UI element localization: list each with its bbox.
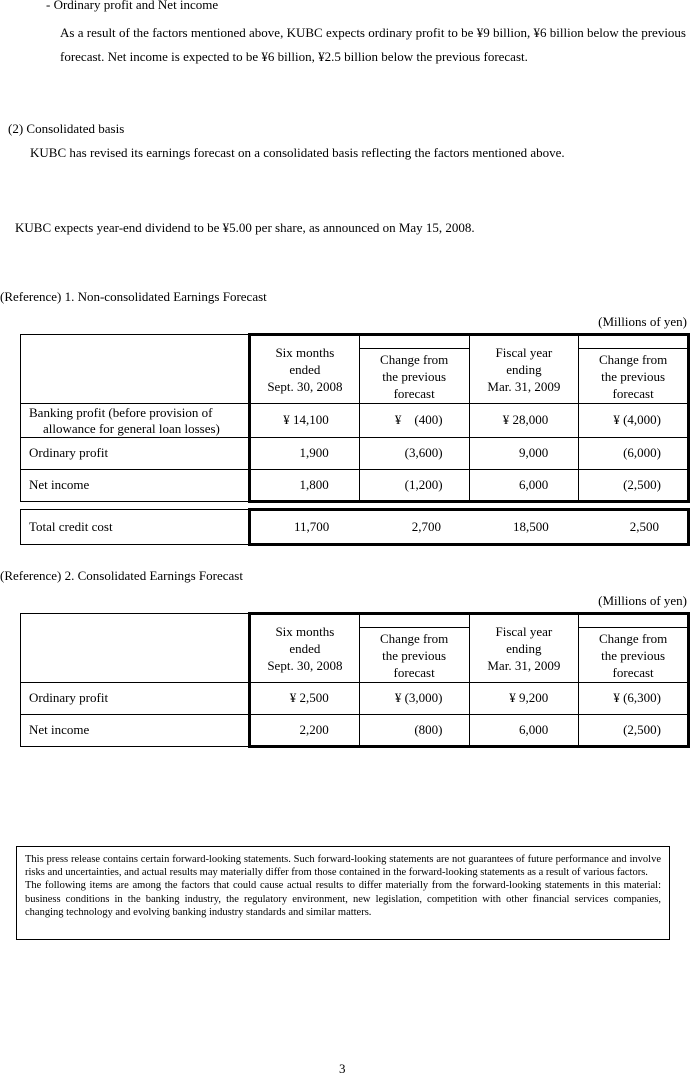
table1-cell: 6,000 <box>469 470 579 502</box>
row-label-net-income: Net income <box>21 470 250 502</box>
table2-header-fiscal-year: Fiscal year ending Mar. 31, 2009 <box>469 614 579 683</box>
table1-header-fiscal-year: Fiscal year ending Mar. 31, 2009 <box>469 335 579 404</box>
table1-cell: (2,500) <box>579 470 689 502</box>
table2-title: (Reference) 2. Consolidated Earnings Forecast <box>0 568 243 583</box>
table1-title: (Reference) 1. Non-consolidated Earnings Forecast <box>0 289 267 304</box>
table-row <box>21 438 689 470</box>
table2-empty-header <box>21 614 250 683</box>
consolidated-forecast-table <box>20 612 690 748</box>
table1-header-spacer-1 <box>359 335 469 349</box>
table1-header-change-1: Change from the previous forecast <box>359 349 469 404</box>
dividend-paragraph: KUBC expects year-end dividend to be ¥5.00 per share, as announced on May 15, 2008. <box>15 220 475 235</box>
table2-cell: (2,500) <box>579 715 689 747</box>
table1-header-six-months: Six months ended Sept. 30, 2008 <box>250 335 360 404</box>
table1-cell: ¥ 14,100 <box>250 404 360 438</box>
consolidated-basis-heading: (2) Consolidated basis <box>8 121 125 136</box>
ordinary-profit-paragraph: As a result of the factors mentioned above, KUBC expects ordinary profit to be ¥9 billion, ¥6 billion below the previous forecast. Net income is expected to be ¥6 billion, ¥2.5 billion below the previous forecast. <box>60 25 686 64</box>
table2-cell: (800) <box>359 715 469 747</box>
table1-cell: ¥ (4,000) <box>579 404 689 438</box>
table1-cell: ¥ (400) <box>359 404 469 438</box>
table-row <box>21 404 689 438</box>
table1-header-spacer-2 <box>579 335 689 349</box>
row-label-banking-profit: Banking profit (before provision of allowance for general loan losses) <box>21 404 250 438</box>
row-label-net-income: Net income <box>21 715 250 747</box>
credit-cell: 18,500 <box>469 510 579 545</box>
table2-header-change-1: Change from the previous forecast <box>359 628 469 683</box>
row-label-total-credit-cost: Total credit cost <box>21 510 250 545</box>
table2-cell: 2,200 <box>250 715 360 747</box>
table2-header-spacer-2 <box>579 614 689 628</box>
table-row <box>21 510 689 545</box>
table2-cell: ¥ (3,000) <box>359 683 469 715</box>
non-consolidated-forecast-table <box>20 333 690 503</box>
row-label-ordinary-profit: Ordinary profit <box>21 683 250 715</box>
table2-cell: ¥ 9,200 <box>469 683 579 715</box>
credit-cost-table <box>20 508 690 546</box>
table2-units: (Millions of yen) <box>598 593 687 608</box>
disclaimer-paragraph-1: This press release contains certain forward-looking statements. Such forward-looking statements are not guarantees of future performance and involve risks and uncertainties, and actual results may materially differ from those contained in the forward-looking statements as a result of various factors. <box>25 854 661 879</box>
disclaimer-box <box>16 846 670 940</box>
credit-cell: 2,500 <box>579 510 689 545</box>
table2-header-six-months: Six months ended Sept. 30, 2008 <box>250 614 360 683</box>
table1-cell: (3,600) <box>359 438 469 470</box>
table1-cell: 1,900 <box>250 438 360 470</box>
table1-cell: ¥ 28,000 <box>469 404 579 438</box>
table-row <box>21 715 689 747</box>
row-label-ordinary-profit: Ordinary profit <box>21 438 250 470</box>
disclaimer-paragraph-2: The following items are among the factors that could cause actual results to differ materially from the forward-looking statements in this material: business conditions in the banking industry, the regulatory environment, new legislation, competition with other financial services companies, changing technology and evolving banking industry standards and similar matters. <box>25 880 661 918</box>
page-number: 3 <box>339 1061 346 1076</box>
table1-cell: 1,800 <box>250 470 360 502</box>
table-row <box>21 470 689 502</box>
table2-cell: 6,000 <box>469 715 579 747</box>
credit-cell: 2,700 <box>359 510 469 545</box>
table2-cell: ¥ 2,500 <box>250 683 360 715</box>
table2-header-spacer-1 <box>359 614 469 628</box>
table-row <box>21 683 689 715</box>
table1-cell: (6,000) <box>579 438 689 470</box>
table1-units: (Millions of yen) <box>598 314 687 329</box>
credit-cell: 11,700 <box>250 510 360 545</box>
ordinary-profit-heading: - Ordinary profit and Net income <box>46 0 219 12</box>
table1-cell: (1,200) <box>359 470 469 502</box>
table2-cell: ¥ (6,300) <box>579 683 689 715</box>
table1-header-change-2: Change from the previous forecast <box>579 349 689 404</box>
table2-header-change-2: Change from the previous forecast <box>579 628 689 683</box>
table1-empty-header <box>21 335 250 404</box>
table1-cell: 9,000 <box>469 438 579 470</box>
consolidated-basis-paragraph: KUBC has revised its earnings forecast on a consolidated basis reflecting the factors mentioned above. <box>30 145 565 160</box>
